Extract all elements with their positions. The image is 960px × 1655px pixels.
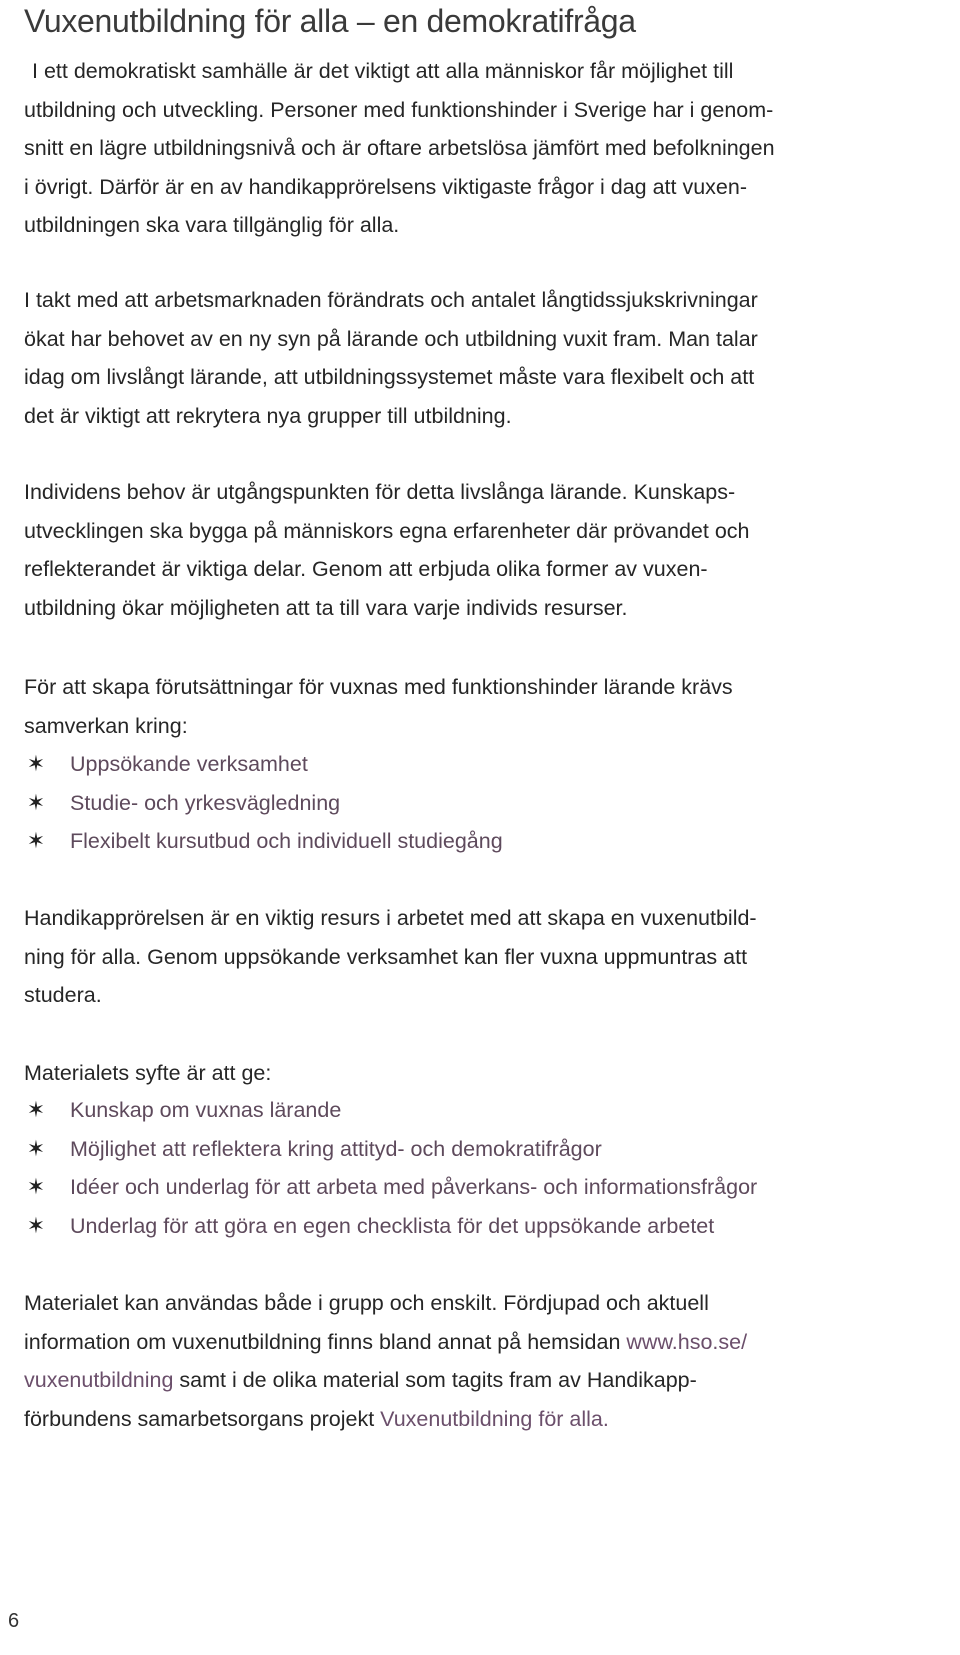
project-link[interactable]: Vuxenutbildning för alla. (380, 1406, 609, 1431)
paragraph-3 (24, 473, 939, 627)
text-line: För att skapa förutsättningar för vuxnas med funktionshinder lärande krävs (24, 675, 733, 699)
text-line: i övrigt. Därför är en av handikapprörelsens viktigaste frågor i dag att vuxen- (24, 174, 748, 199)
text-line: ning för alla. Genom uppsökande verksamhet kan fler vuxna uppmuntras att (24, 944, 748, 969)
list-item (24, 822, 939, 861)
list-item (24, 1130, 939, 1169)
text-line: utvecklingen ska bygga på människors egna erfarenheter där prövandet och (24, 518, 750, 543)
text-line: utbildning ökar möjligheten att ta till vara varje individs resurser. (24, 595, 628, 620)
star-icon: ✶ (26, 1174, 46, 1199)
text-line (24, 1323, 939, 1362)
star-icon: ✶ (26, 1097, 46, 1122)
text-segment: information om vuxenutbildning finns bland annat på hemsidan (24, 1329, 627, 1354)
text-segment: förbundens samarbetsorgans projekt (24, 1406, 381, 1431)
text-line (24, 1400, 939, 1439)
paragraph-6 (24, 1054, 939, 1093)
list-item-label: Flexibelt kursutbud och individuell studiegång (70, 829, 503, 853)
list-item-label: Underlag för att göra en egen checklista för det uppsökande arbetet (70, 1213, 715, 1238)
paragraph-4 (24, 668, 939, 745)
list-item-label: Idéer och underlag för att arbeta med påverkans- och informationsfrågor (70, 1175, 758, 1199)
text-line: utbildningen ska vara tillgänglig för alla. (24, 213, 400, 237)
purpose-list (24, 1091, 939, 1245)
list-item-label: Kunskap om vuxnas lärande (70, 1098, 342, 1122)
list-item (24, 784, 939, 823)
list-item (24, 1207, 939, 1246)
text-line: I ett demokratiskt samhälle är det viktigt att alla människor får möjlighet till (32, 59, 734, 83)
star-icon: ✶ (26, 1135, 46, 1161)
list-item-label: Möjlighet att reflektera kring attityd- och demokratifrågor (70, 1136, 602, 1161)
text-line: Individens behov är utgångspunkten för detta livslånga lärande. Kunskaps- (24, 480, 736, 504)
page-number: 6 (8, 1610, 20, 1632)
text-line: ökat har behovet av en ny syn på lärande och utbildning vuxit fram. Man talar (24, 326, 758, 351)
text-line: snitt en lägre utbildningsnivå och är oftare arbetslösa jämfört med befolkningen (24, 136, 775, 160)
text-line: Materialet kan användas både i grupp och enskilt. Fördjupad och aktuell (24, 1291, 709, 1315)
hso-website-link-continued[interactable]: vuxenutbildning (24, 1368, 174, 1392)
list-item (24, 1168, 939, 1207)
hso-website-link[interactable]: www.hso.se/ (626, 1329, 748, 1354)
paragraph-5 (24, 899, 939, 1015)
text-line: reflekterandet är viktiga delar. Genom att erbjuda olika former av vuxen- (24, 557, 708, 581)
text-segment: samt i de olika material som tagits fram av Handikapp- (173, 1368, 697, 1392)
star-icon: ✶ (26, 751, 46, 776)
star-icon: ✶ (26, 789, 46, 815)
cooperation-list (24, 745, 939, 861)
text-line: utbildning och utveckling. Personer med funktionshinder i Sverige har i genom- (24, 97, 774, 122)
paragraph-2 (24, 281, 939, 435)
page-title: Vuxenutbildning för alla – en demokratifråga (24, 3, 636, 39)
text-line: Handikapprörelsen är en viktig resurs i arbetet med att skapa en vuxenutbild- (24, 906, 757, 930)
list-item-label: Studie- och yrkesvägledning (70, 790, 341, 815)
star-icon: ✶ (26, 828, 46, 853)
text-line: studera. (24, 983, 102, 1007)
text-line: samverkan kring: (24, 713, 188, 738)
text-line: Materialets syfte är att ge: (24, 1061, 272, 1085)
intro-paragraph (24, 52, 939, 245)
list-item (24, 1091, 939, 1130)
text-line: det är viktigt att rekrytera nya grupper till utbildning. (24, 403, 512, 428)
paragraph-7 (24, 1284, 939, 1438)
text-line (24, 1361, 939, 1400)
list-item-label: Uppsökande verksamhet (70, 752, 308, 776)
list-item (24, 745, 939, 784)
star-icon: ✶ (26, 1212, 46, 1238)
text-line: idag om livslångt lärande, att utbildningssystemet måste vara flexibelt och att (24, 365, 755, 389)
text-line: I takt med att arbetsmarknaden förändrats och antalet långtidssjukskrivningar (24, 288, 758, 312)
